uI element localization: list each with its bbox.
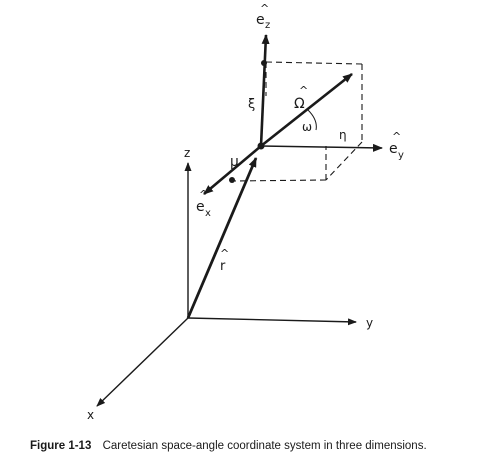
origin-dot (258, 143, 265, 150)
omega-label: ω (302, 120, 313, 134)
mu-projection-dot (229, 177, 235, 183)
labels (87, 2, 404, 422)
ez-label: e (256, 12, 265, 28)
caption-text: Caretesian space-angle coordinate system in three dimensions. (102, 440, 427, 452)
ey-vector (261, 146, 382, 148)
omega-dir-hat: ^ (299, 84, 309, 97)
ex-label: e (196, 199, 205, 215)
x-axis (97, 318, 188, 406)
omega-dir-label: Ω (294, 96, 305, 112)
ez-hat: ^ (260, 2, 270, 15)
axis-z-label: z (184, 146, 191, 160)
projection-box (230, 62, 362, 181)
ez-subscript: z (265, 20, 271, 31)
global-axes (97, 163, 356, 406)
local-unit-vectors (204, 35, 382, 194)
y-axis (188, 318, 356, 322)
eta-label: η (339, 128, 347, 142)
figure-caption (30, 440, 480, 452)
mu-label: μ (230, 154, 239, 170)
position-vector-r (188, 158, 256, 318)
caption-label: Figure 1-13 (30, 440, 92, 452)
xi-label: ξ (248, 97, 256, 112)
r-hat: ^ (220, 247, 230, 260)
ey-hat: ^ (392, 130, 402, 143)
axis-x-label: x (87, 408, 95, 422)
ey-subscript: y (398, 150, 404, 161)
ex-subscript: x (205, 208, 211, 219)
ex-hat: ^ (199, 188, 209, 201)
xi-projection-dot (261, 60, 267, 66)
box-bottom-front (230, 180, 326, 181)
ez-vector (261, 35, 266, 146)
r-label: r (220, 259, 226, 274)
box-top-back (266, 62, 362, 64)
axis-y-label: y (366, 316, 374, 330)
ey-label: e (389, 141, 398, 157)
